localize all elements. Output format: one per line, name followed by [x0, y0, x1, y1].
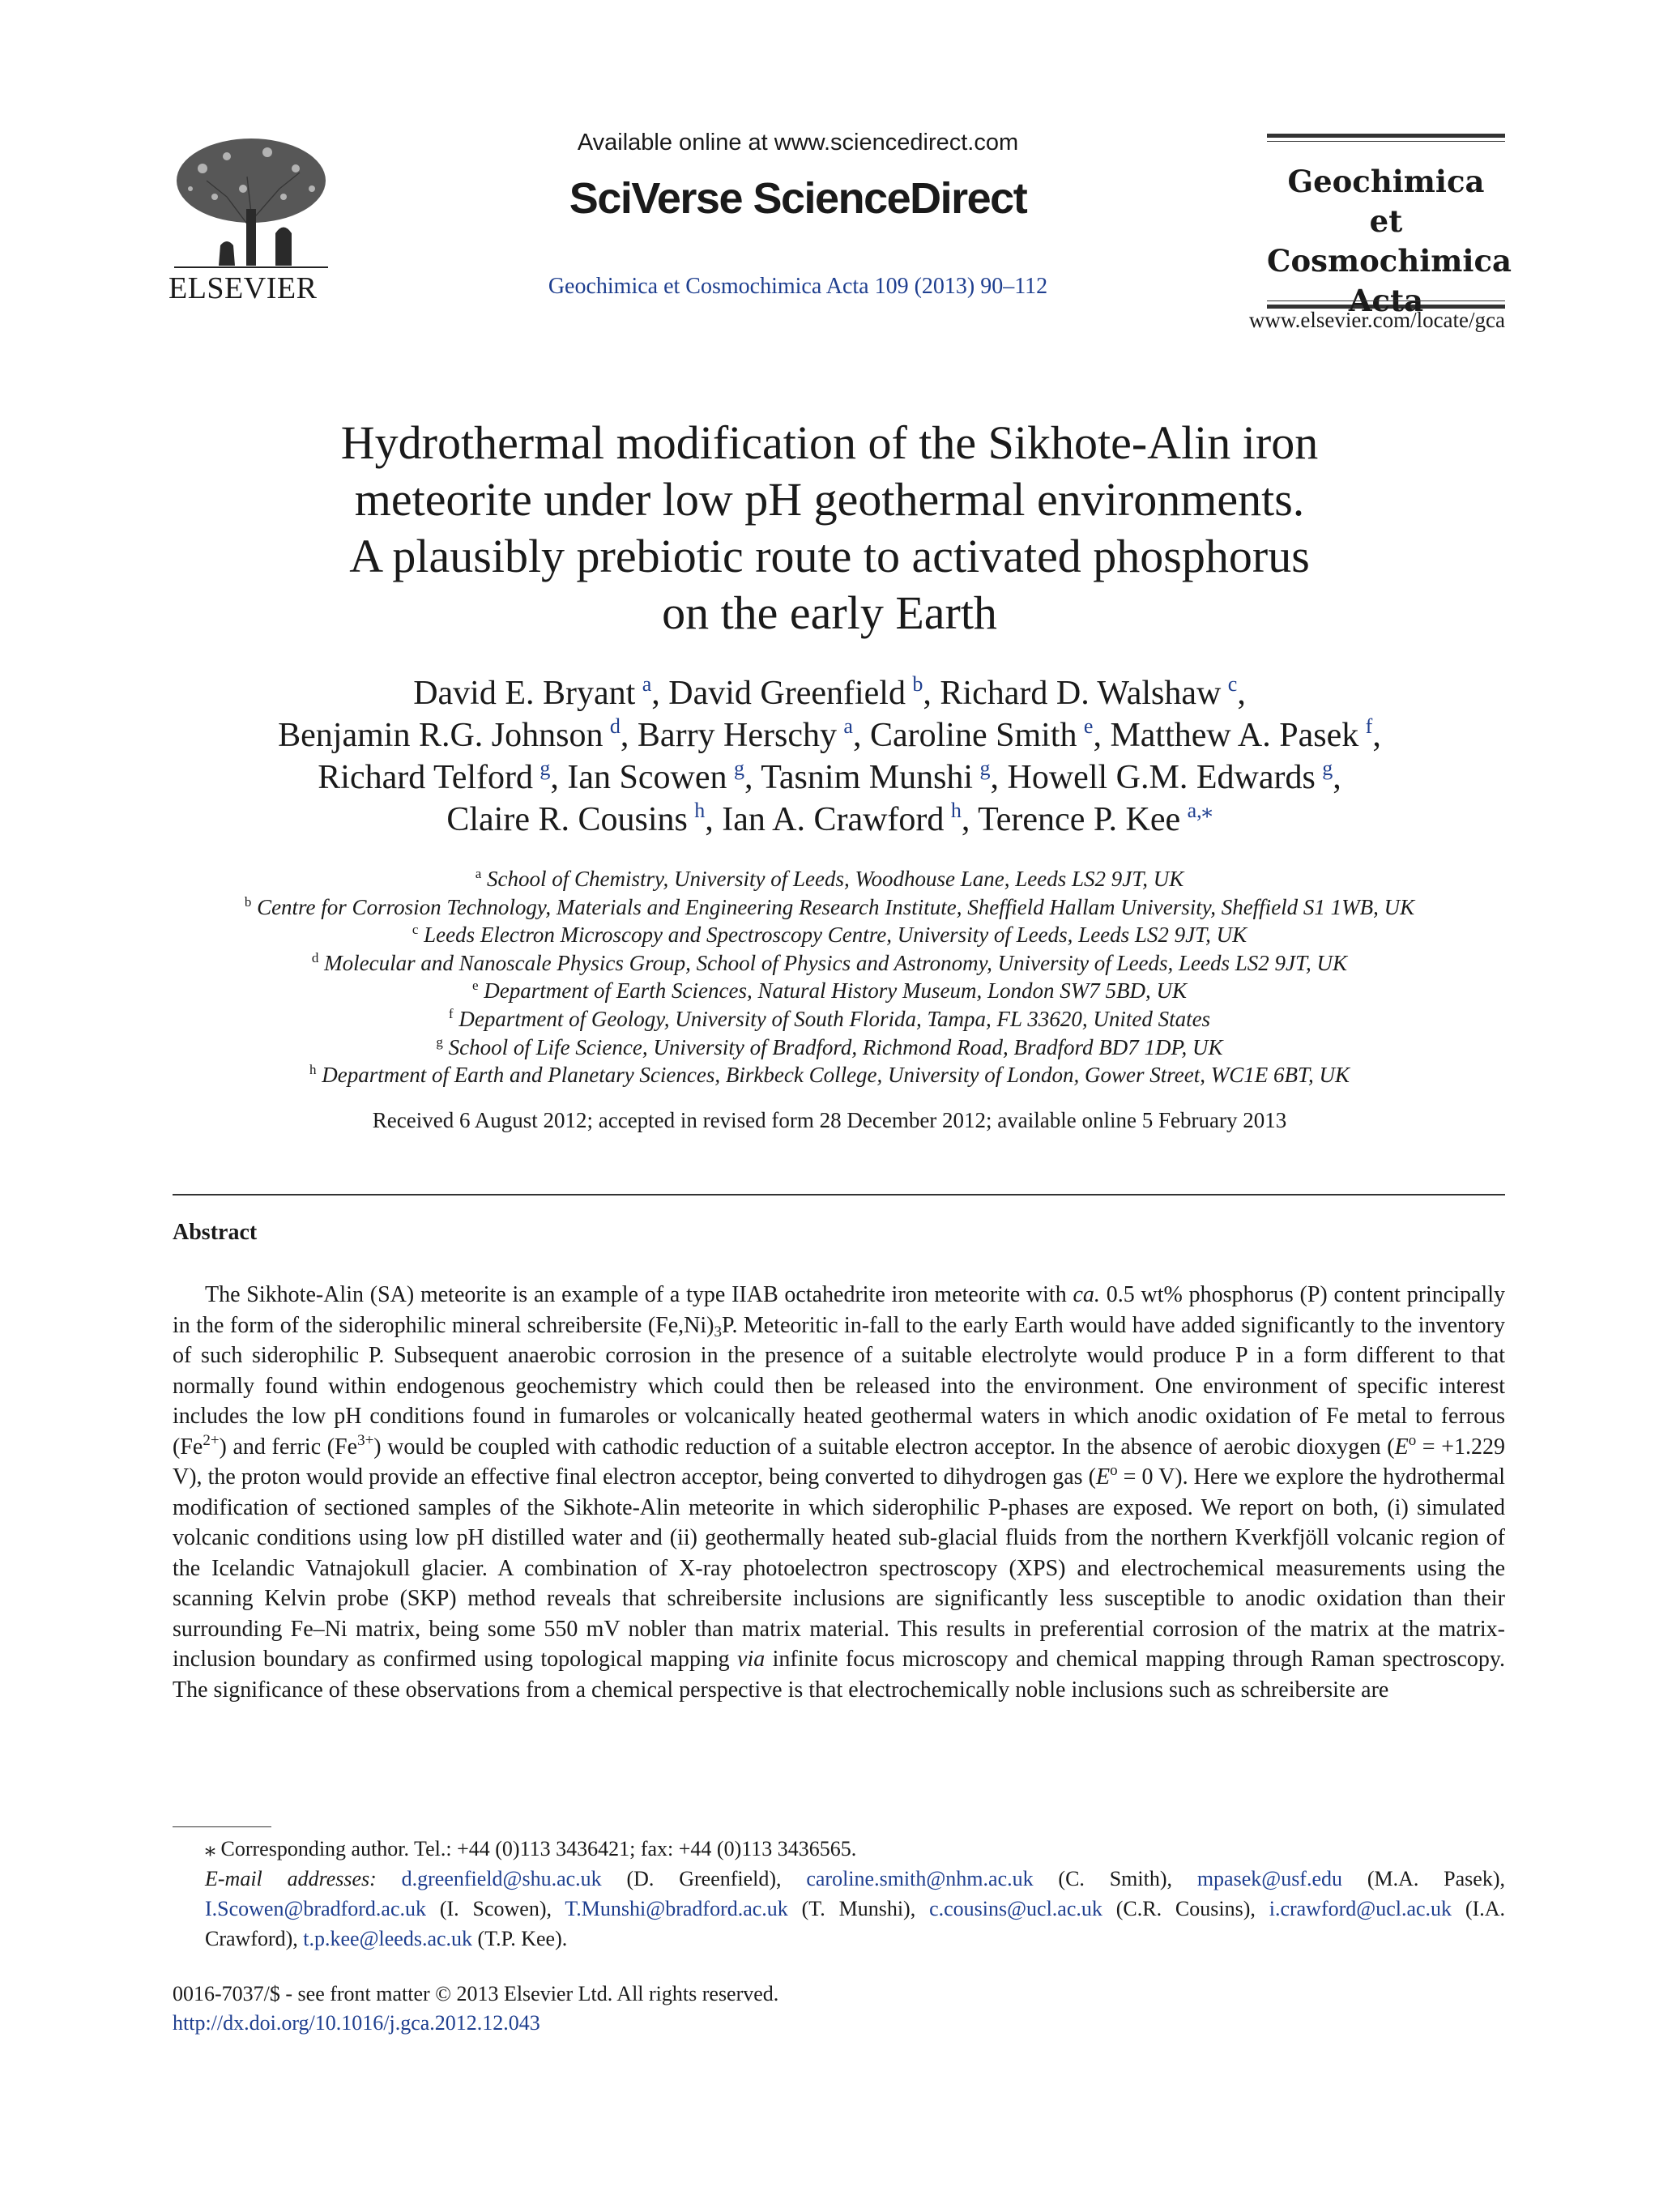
affiliation-text: Leeds Electron Microscopy and Spectroscopy Centre, University of Leeds, Leeds LS2 9JT, UK — [424, 923, 1247, 948]
affiliation-item — [146, 893, 1513, 922]
affiliation-text: Department of Earth Sciences, Natural History Museum, London SW7 5BD, UK — [484, 978, 1187, 1004]
symbol: E — [1394, 1434, 1409, 1460]
superscript: o — [1110, 1462, 1118, 1479]
title-line: A plausibly prebiotic route to activated phosphorus — [349, 530, 1310, 582]
author-affiliation-marker[interactable]: a — [642, 672, 652, 696]
symbol: E — [1095, 1464, 1111, 1490]
author-name: Howell G.M. Edwards — [1007, 759, 1316, 796]
author-affiliation-marker[interactable]: b — [912, 672, 923, 696]
author-line: Benjamin R.G. Johnson $^d$, Barry Herschy $^a$, Caroline Smith $^e$, Matthew A. Pasek $^f$, — [278, 714, 1381, 754]
superscript: 2+ — [203, 1431, 220, 1449]
author-affiliation-marker[interactable]: d — [609, 714, 621, 738]
affiliation-key: c — [412, 922, 419, 938]
affiliation-item — [146, 1034, 1513, 1062]
author-affiliation-marker[interactable]: g — [1322, 757, 1333, 780]
email-owner: (T.P. Kee). — [472, 1927, 568, 1950]
affiliation-key: f — [448, 1005, 454, 1021]
publisher-wordmark: ELSEVIER — [168, 271, 318, 305]
abstract-text: ) would be coupled with cathodic reduction of a suitable electron acceptor. In the absence of aerobic dioxygen ( — [373, 1434, 1395, 1460]
author-name: Claire R. Cousins — [446, 801, 688, 838]
email-owner: (T. Munshi), — [787, 1897, 930, 1920]
issn-copyright: 0016-7037/$ - see front matter © 2013 Elsevier Ltd. All rights reserved. — [173, 1982, 779, 2005]
journal-name — [1267, 162, 1512, 321]
affiliation-text: School of Life Science, University of Bradford, Richmond Road, Bradford BD7 1DP, UK — [448, 1034, 1223, 1059]
author-name: Caroline Smith — [869, 717, 1077, 754]
abstract-text: infinite focus microscopy and chemical mapping through Raman spectroscopy. The significance of these observations from a chemical perspective is that electrochemically noble inclusions such as schreibersite are — [173, 1647, 1506, 1703]
email-addresses — [173, 1864, 1505, 1954]
journal-name-line: Cosmochimica — [1267, 243, 1512, 279]
author-affiliation-marker[interactable]: g — [979, 757, 991, 780]
author-affiliation-marker[interactable]: e — [1083, 714, 1094, 738]
email-label: E-mail addresses: — [205, 1867, 377, 1890]
author-name: Ian Scowen — [567, 759, 727, 796]
affiliation-key: e — [472, 978, 479, 994]
affiliation-text: Department of Earth and Planetary Sciences, Birkbeck College, University of London, Gower Street, WC1E 6BT, UK — [322, 1063, 1350, 1088]
author-affiliation-marker[interactable]: f — [1365, 714, 1373, 738]
email-link[interactable]: mpasek@usf.edu — [1196, 1867, 1343, 1890]
email-link[interactable]: c.cousins@ucl.ac.uk — [929, 1897, 1102, 1920]
article-title — [227, 415, 1432, 641]
title-line: Hydrothermal modification of the Sikhote-Alin iron — [340, 416, 1319, 469]
author-name: Ian A. Crawford — [722, 801, 945, 838]
author-list — [146, 672, 1513, 841]
abstract-text: ) and ferric (Fe — [219, 1434, 358, 1460]
platform-logo-text: SciVerse ScienceDirect — [569, 174, 1027, 223]
author-affiliation-marker[interactable]: h — [694, 799, 706, 822]
affiliation-key: b — [244, 893, 252, 910]
abstract-text: via — [737, 1647, 766, 1672]
abstract-heading: Abstract — [173, 1220, 258, 1245]
doi-link[interactable]: http://dx.doi.org/10.1016/j.gca.2012.12.043 — [173, 2011, 540, 2035]
email-owner: (I. Scowen), — [426, 1897, 565, 1920]
author-name: David E. Bryant — [413, 675, 636, 712]
affiliation-list — [146, 865, 1513, 1089]
footnote-divider — [173, 1826, 271, 1827]
received-dates: Received 6 August 2012; accepted in revised form 28 December 2012; available online 5 February 2013 — [372, 1108, 1287, 1132]
author-name: David Greenfield — [668, 675, 906, 712]
affiliation-key: g — [436, 1034, 443, 1050]
author-name: Richard Telford — [318, 759, 533, 796]
affiliation-item — [146, 977, 1513, 1005]
author-affiliation-marker[interactable]: a,⁎ — [1187, 799, 1213, 822]
abstract-text: ca. — [1073, 1282, 1100, 1307]
affiliation-item — [146, 1005, 1513, 1034]
abstract-text: = 0 V). Here we explore the hydrothermal modification of sectioned samples of the Sikhote-Alin meteorite in which siderophilic P-phases are exposed. We report on both, (i) simulated volcanic conditions using low pH distilled water and (ii) geothermally heated sub-glacial fluids from the northern Kverkfjöll volcanic region of the Icelandic Vatnajokull glacier. A combination of X-ray photoelectron spectroscopy (XPS) and electrochemical measurements using the scanning Kelvin probe (SKP) method reveals that schreibersite inclusions are significantly less susceptible to anodic oxidation than their surrounding Fe–Ni matrix, being some 550 mV nobler than matrix material. This results in preferential corrosion of the matrix at the matrix-inclusion boundary as confirmed using topological mapping — [173, 1464, 1506, 1672]
email-owner: (C. Smith), — [1033, 1867, 1197, 1890]
author-name: Barry Herschy — [637, 717, 837, 754]
author-affiliation-marker[interactable]: g — [733, 757, 744, 780]
affiliation-key: h — [309, 1062, 317, 1078]
title-line: on the early Earth — [662, 586, 997, 639]
email-link[interactable]: t.p.kee@leeds.ac.uk — [303, 1927, 473, 1950]
rights-block — [173, 1980, 1505, 2038]
email-owner: (M.A. Pasek), — [1342, 1867, 1505, 1890]
email-link[interactable]: caroline.smith@nhm.ac.uk — [806, 1867, 1034, 1890]
author-affiliation-marker[interactable]: a — [843, 714, 853, 738]
author-line: Richard Telford $^g$, Ian Scowen $^g$, Tasnim Munshi $^g$, Howell G.M. Edwards $^g$, — [318, 757, 1341, 796]
abstract-text: = +1.229 V), the proton would provide an effective final electron acceptor, being converted to dihydrogen gas ( — [173, 1434, 1505, 1490]
author-affiliation-marker[interactable]: g — [539, 757, 551, 780]
abstract-text: 0.5 wt% phosphorus (P) content principally in the form of the siderophilic mineral schreibersite (Fe,Ni) — [173, 1282, 1505, 1338]
abstract-text: The Sikhote-Alin (SA) meteorite is an example of a type IIAB octahedrite iron meteorite with — [205, 1282, 1073, 1307]
journal-citation-link[interactable]: Geochimica et Cosmochimica Acta 109 (2013) 90–112 — [548, 274, 1048, 299]
email-owner: (D. Greenfield), — [601, 1867, 807, 1890]
email-link[interactable]: T.Munshi@bradford.ac.uk — [565, 1897, 788, 1920]
author-line: Claire R. Cousins $^h$, Ian A. Crawford $^h$, Terence P. Kee $^{a,⁎}$ — [446, 799, 1213, 838]
journal-title-box — [1267, 134, 1512, 318]
author-name: Terence P. Kee — [978, 801, 1181, 838]
email-owner: (I.A. Crawford), — [205, 1897, 1505, 1950]
superscript: o — [1408, 1431, 1417, 1449]
email-link[interactable]: i.crawford@ucl.ac.uk — [1269, 1897, 1452, 1920]
affiliation-item — [146, 1061, 1513, 1089]
abstract-text: P. Meteoritic in-fall to the early Earth would have added significantly to the inventory of such siderophilic P. Subsequent anaerobic corrosion in the presence of a suitable electrolyte would produce P in a form different to that normally found within endogenous geochemistry which could then be released into the environment. One environment of specific interest includes the low pH conditions found in fumaroles or volcanically heated geothermal waters in which anodic oxidation of Fe metal to ferrous (Fe — [173, 1312, 1505, 1460]
affiliation-text: School of Chemistry, University of Leeds, Woodhouse Lane, Leeds LS2 9JT, UK — [487, 867, 1184, 891]
author-name: Matthew A. Pasek — [1110, 717, 1359, 754]
journal-name-line: Acta — [1348, 283, 1424, 318]
section-divider — [173, 1194, 1505, 1196]
affiliation-key: d — [311, 949, 319, 965]
available-online-text: Available online at www.sciencedirect.com — [577, 130, 1019, 156]
author-name: Richard D. Walshaw — [940, 675, 1222, 712]
corresponding-author-note: ⁎ Corresponding author. Tel.: +44 (0)113 3436421; fax: +44 (0)113 3436565. — [205, 1837, 857, 1860]
email-link[interactable]: I.Scowen@bradford.ac.uk — [205, 1897, 427, 1920]
email-link[interactable]: d.greenfield@shu.ac.uk — [401, 1867, 602, 1890]
author-line: David E. Bryant $^a$, David Greenfield $^b$, Richard D. Walshaw $^c$, — [413, 672, 1246, 712]
superscript: 3+ — [357, 1431, 374, 1449]
journal-name-line: Geochimica et — [1287, 164, 1485, 239]
abstract-body — [173, 1280, 1505, 1705]
affiliation-text: Molecular and Nanoscale Physics Group, School of Physics and Astronomy, University of Leeds, Leeds LS2 9JT, UK — [324, 950, 1348, 975]
footnote — [173, 1834, 1505, 1954]
subscript: 3 — [714, 1323, 722, 1340]
author-affiliation-marker[interactable]: c — [1227, 672, 1238, 696]
author-name: Benjamin R.G. Johnson — [278, 717, 603, 754]
affiliation-text: Department of Geology, University of South Florida, Tampa, FL 33620, United States — [458, 1006, 1211, 1031]
affiliation-key: a — [475, 866, 482, 881]
journal-url[interactable]: www.elsevier.com/locate/gca — [1248, 308, 1505, 332]
author-name: Tasnim Munshi — [761, 759, 974, 796]
title-line: meteorite under low pH geothermal environments. — [354, 473, 1305, 526]
email-owner: (C.R. Cousins), — [1102, 1897, 1269, 1920]
affiliation-item — [146, 921, 1513, 949]
affiliation-text: Centre for Corrosion Technology, Materials and Engineering Research Institute, Sheffield Hallam University, Sheffield S1 1WB, UK — [257, 894, 1415, 919]
affiliation-item — [146, 949, 1513, 978]
affiliation-item — [146, 865, 1513, 893]
author-affiliation-marker[interactable]: h — [950, 799, 962, 822]
